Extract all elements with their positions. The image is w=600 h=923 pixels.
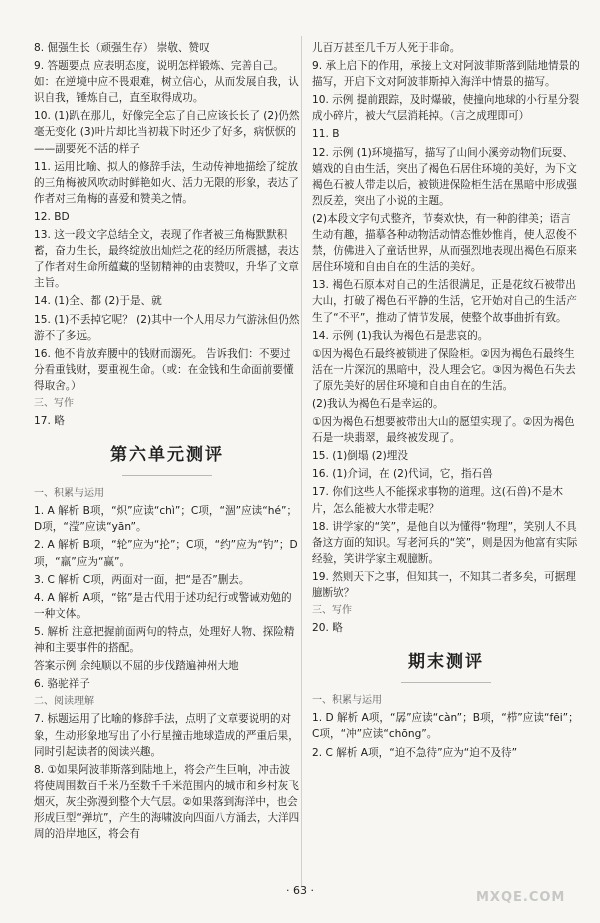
section-writing: 三、写作 xyxy=(34,397,74,409)
answer-12: 12. BD xyxy=(34,210,70,223)
answer-13: 13. 这一段文字总结全文，表现了作者被三角梅默默积蓄，奋力生长，最终绽放出灿烂之花的经历所震撼，表达了作者对生命所蕴藏的坚韧精神的由衷赞叹，升华了文章主旨。 xyxy=(34,229,299,290)
answer-11: 11. 运用比喻、拟人的修辞手法，生动传神地描绘了绽放的三角梅被风吹动时鲜艳如火、活力无限的形象，表达了作者对三角梅的喜爱和赞美之情。 xyxy=(34,160,299,205)
final-answer-2: 2. C 解析 A项，“迫不急待”应为“迫不及待” xyxy=(312,746,518,759)
reading-answer-8: 8. ①如果阿波菲斯落到陆地上，将会产生巨响，冲击波将使周围数百千米乃至数千千米范围内的城市和乡村灰飞烟灭，灰尘弥漫到整个大气层。②如果落到海洋中，也会形成巨型“弹坑”，产生的海啸波向四面八方涌去，大洋四周的沿岸地区，将会有 xyxy=(34,763,300,841)
reading-answer-7: 7. 标题运用了比喻的修辞手法，点明了文章要说明的对象，生动形象地写出了小行星撞击地球造成的严重后果，同时引起读者的阅读兴趣。 xyxy=(34,713,299,758)
section-basics: 一、积累与运用 xyxy=(312,695,382,707)
answer-12-part-2: (2)本段文字句式整齐，节奏欢快，有一种韵律美；语言生动有趣，描摹各种动物活动情态惟妙惟肖，使人忍俊不禁，仿佛进入了童话世界，从而强烈地表现出褐色石原来居住环境和自由自在的生活的美好。 xyxy=(312,212,577,274)
section-reading: 二、阅读理解 xyxy=(34,696,94,708)
unit-answer-3: 3. C 解析 C项，两面对一面，把“是否”删去。 xyxy=(34,573,250,586)
answer-14-reasons-2: ①因为褐色石想要被带出大山的愿望实现了。②因为褐色石是一块翡翠，最终被发现了。 xyxy=(312,416,575,445)
section-basics: 一、积累与运用 xyxy=(34,488,104,500)
answer-14: 14. (1)全、都 (2)于是、就 xyxy=(34,295,162,308)
answer-20: 20. 略 xyxy=(312,622,343,635)
right-column xyxy=(312,40,580,763)
unit-six-title: 第六单元测评 xyxy=(34,443,300,476)
answer-16: 16. (1)介词，在 (2)代词，它，指石兽 xyxy=(312,468,493,481)
answer-14-reasons-1: ①因为褐色石最终被锁进了保险柜。②因为褐色石最终生活在一片深沉的黑暗中，没人理会它。③因为褐色石失去了原先美好的居住环境和自由自在的生活。 xyxy=(312,347,576,392)
unit-answer-2: 2. A 解析 B项，“轮”应为“抡”；C项，“约”应为“钓”；D项，“羸”应为“赢”。 xyxy=(34,539,298,568)
answer-10: 10. 示例 提前跟踪，及时爆破，使撞向地球的小行星分裂成小碎片，被大气层消耗掉。（言之成理即可） xyxy=(312,94,580,123)
unit-answer-4: 4. A 解析 A项，“铭”是古代用于述功纪行或警诫劝勉的一种文体。 xyxy=(34,591,292,620)
answer-13: 13. 褐色石原本对自己的生活很满足，正是花纹石被带出大山，打破了褐色石平静的生活，它开始对自己的生活产生了“不平”，推动了情节发展，使整个故事曲折有致。 xyxy=(312,279,577,324)
watermark-text: MXQE.COM xyxy=(476,890,566,905)
unit-answer-5-example: 答案示例 余纯顺以不屈的步伐踏遍神州大地 xyxy=(34,660,239,673)
unit-answer-6: 6. 骆驼祥子 xyxy=(34,678,90,691)
continuation-line: 儿百万甚至几千万人死于非命。 xyxy=(312,42,461,54)
answer-15: 15. (1)不丢掉它呢？ (2)其中一个人用尽力气游泳但仍然游不了多远。 xyxy=(34,313,300,342)
answer-19: 19. 然则天下之事，但知其一，不知其二者多矣，可据理臆断欤？ xyxy=(312,570,576,599)
section-writing: 三、写作 xyxy=(312,605,352,617)
unit-answer-5: 5. 解析 注意把握前面两句的特点，处理好人物、探险精神和主要事件的搭配。 xyxy=(34,625,295,655)
answer-17: 17. 你们这些人不能探求事物的道理。这(石兽)不是木片，怎么能被大水带走呢？ xyxy=(312,486,563,515)
answer-11: 11. B xyxy=(312,128,340,141)
final-answer-1: 1. D 解析 A项，“孱”应读“càn”；B项，“栉”应读“fēi”；C项，“冲”应读“chōng”。 xyxy=(312,712,579,741)
answer-14-part-1: 14. 示例 (1)我认为褐色石是悲哀的。 xyxy=(312,329,489,342)
unit-answer-1: 1. A 解析 B项，“炽”应读“chì”；C项，“涸”应读“hé”；D项，“滢”应读“yān”。 xyxy=(34,505,298,534)
column-divider xyxy=(301,36,302,886)
answer-9: 9. 答题要点 应表明态度，说明怎样锻炼、完善自己。如：在逆境中应不畏艰难，树立信心，从而发展自我，认识自我，锤炼自己，直至取得成功。 xyxy=(34,60,299,105)
page-number: · 63 · xyxy=(286,884,314,897)
answer-8: 8. 倔强生长（顽强生存） 崇敬、赞叹 xyxy=(34,42,210,54)
answer-12-part-1: 12. 示例 (1)环境描写，描写了山间小溪旁动物们玩耍、嬉戏的自由生活，突出了褐色石居住环境的美好，为下文褐色石被人带走以后，被锁进保险柜生活在黑暗中形成强烈反差，突出了小说的主题。 xyxy=(312,146,577,207)
answer-9: 9. 承上启下的作用，承接上文对阿波菲斯落到陆地情景的描写，开启下文对阿波菲斯掉入海洋中情景的描写。 xyxy=(312,60,580,89)
answer-15: 15. (1)倒塌 (2)埋没 xyxy=(312,450,408,463)
answer-18: 18. 讲学家的“笑”，是他自以为懂得“物理”，笑别人不具备这方面的知识。写老河兵的“笑”，则是因为他富有实际经验，笑讲学家主观臆断。 xyxy=(312,520,578,565)
final-test-title: 期末测评 xyxy=(312,650,580,683)
answer-16: 16. 他不肯放弃腰中的钱财而溺死。 告诉我们：不要过分看重钱财，要重视生命。（或：在金钱和生命面前要懂得取舍。） xyxy=(34,347,294,392)
answer-17: 17. 略 xyxy=(34,415,65,428)
left-column xyxy=(34,40,300,844)
answer-14-part-2: (2)我认为褐色石是幸运的。 xyxy=(312,397,444,410)
answer-10: 10. (1)趴在那儿，好像完全忘了自己应该长长了 (2)仍然毫无变化 (3)叶片却比当初栽下时还少了好多，病恹恹的——副要死不活的样子 xyxy=(34,110,300,155)
